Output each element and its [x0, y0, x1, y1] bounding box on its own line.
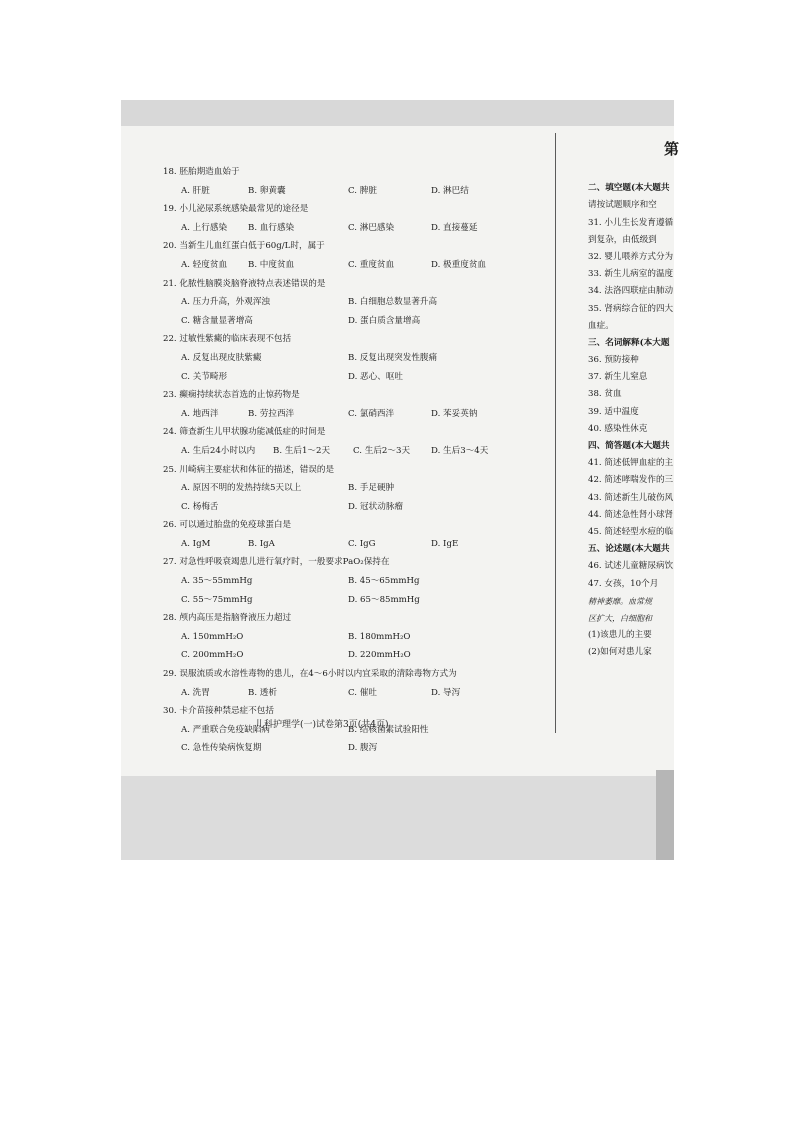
- question-stem: 30. 卡介苗接种禁忌症不包括: [163, 706, 274, 717]
- next-page-line: (2)如何对患儿家: [588, 647, 652, 658]
- answer-option: A. 洗胃: [181, 687, 210, 698]
- options-row: [163, 442, 543, 461]
- next-page-line: 40. 感染性休克: [588, 423, 648, 434]
- next-page-line: 46. 试述儿童糖尿病饮: [588, 561, 674, 572]
- page-footer: 儿科护理学(一)试卷第3页(共4页): [255, 720, 389, 730]
- answer-option: B. 血行感染: [248, 222, 295, 233]
- answer-option: C. 杨梅舌: [181, 501, 219, 512]
- answer-option: C. 淋巴感染: [348, 222, 395, 233]
- options-row: [163, 293, 543, 312]
- answer-option: C. 生后2～3天: [353, 445, 411, 456]
- question-stem: 19. 小儿泌尿系统感染最常见的途径是: [163, 204, 309, 215]
- answer-option: B. 结核菌素试验阳性: [348, 724, 429, 735]
- question-column: [163, 163, 543, 758]
- question-stem: 20. 当新生儿血红蛋白低于60g/L时，属于: [163, 241, 325, 252]
- answer-option: C. 氯硝西泮: [348, 408, 395, 419]
- options-row: [163, 368, 543, 387]
- next-page-line: 36. 预防接种: [588, 355, 639, 366]
- next-page-line: 39. 适中温度: [588, 406, 639, 417]
- answer-option: A. 压力升高，外观浑浊: [181, 297, 271, 308]
- answer-option: C. 脾脏: [348, 185, 377, 196]
- answer-option: A. 严重联合免疫缺陷病: [181, 724, 271, 735]
- question-stem: 25. 川崎病主要症状和体征的描述，错误的是: [163, 464, 335, 475]
- answer-option: B. 生后1～2天: [273, 445, 331, 456]
- next-page-line: 42. 简述哮喘发作的三: [588, 475, 674, 486]
- options-row: [163, 684, 543, 703]
- answer-option: D. 腹泻: [348, 743, 378, 754]
- answer-option: B. 劳拉西泮: [248, 408, 295, 419]
- next-page-title: 第: [664, 140, 680, 158]
- answer-option: C. 急性传染病恢复期: [181, 743, 262, 754]
- answer-option: B. 中度贫血: [248, 259, 295, 270]
- next-page-line: 41. 简述低钾血症的主: [588, 458, 674, 469]
- options-row: [163, 628, 543, 647]
- next-page-line: 五、论述题(本大题共: [588, 544, 670, 555]
- answer-option: C. IgG: [348, 538, 376, 549]
- options-row: [163, 572, 543, 591]
- next-page-line: [588, 163, 674, 180]
- answer-option: C. 200mmH₂O: [181, 650, 244, 661]
- scan-edge-shadow: [656, 770, 674, 860]
- answer-option: D. 恶心、呕吐: [348, 371, 404, 382]
- answer-option: D. 冠状动脉瘤: [348, 501, 404, 512]
- answer-option: D. 220mmH₂O: [348, 650, 411, 661]
- question-stem: 27. 对急性呼吸衰竭患儿进行氧疗时，一般要求PaO₂保持在: [163, 557, 390, 568]
- options-row: [163, 312, 543, 331]
- question-stem: 24. 筛查新生儿甲状腺功能减低症的时间是: [163, 427, 326, 438]
- answer-option: A. 150mmH₂O: [181, 631, 244, 642]
- answer-option: A. 生后24小时以内: [181, 445, 256, 456]
- options-row: [163, 405, 543, 424]
- next-page-line: 到复杂，由低级到: [588, 234, 657, 245]
- options-row: [163, 739, 543, 758]
- next-page-line: 32. 婴儿喂养方式分为: [588, 251, 674, 262]
- answer-option: C. 关节畸形: [181, 371, 228, 382]
- next-page-line: 精神萎靡。血常规: [588, 596, 652, 606]
- next-page-line: 43. 简述新生儿破伤风: [588, 492, 674, 503]
- next-page-line: 45. 简述轻型水痘的临: [588, 526, 674, 537]
- next-page-column: [588, 163, 674, 661]
- answer-option: D. 蛋白质含量增高: [348, 315, 421, 326]
- options-row: [163, 646, 543, 665]
- options-row: [163, 479, 543, 498]
- next-page-line: 38. 贫血: [588, 389, 622, 400]
- answer-option: D. 65～85mmHg: [348, 594, 420, 605]
- answer-option: D. IgE: [431, 538, 459, 549]
- next-page-line: 35. 肾病综合征的四大: [588, 303, 674, 314]
- answer-option: B. 透析: [248, 687, 277, 698]
- next-page-line: 二、填空题(本大题共: [588, 183, 670, 194]
- next-page-line: 47. 女孩，10个月: [588, 578, 659, 589]
- answer-option: C. 重度贫血: [348, 259, 395, 270]
- answer-option: A. 肝脏: [181, 185, 210, 196]
- answer-option: C. 糖含量显著增高: [181, 315, 253, 326]
- answer-option: A. IgM: [181, 538, 211, 549]
- answer-option: B. IgA: [248, 538, 275, 549]
- next-page-line: 44. 简述急性肾小球肾: [588, 509, 674, 520]
- question-stem: 26. 可以通过胎盘的免疫球蛋白是: [163, 520, 292, 531]
- next-page-line: 区扩大，白细胞和: [588, 613, 652, 623]
- next-page-line: 血症。: [588, 320, 614, 331]
- next-page-line: 33. 新生儿病室的温度: [588, 269, 674, 280]
- question-stem: 28. 颅内高压是指脑脊液压力超过: [163, 613, 292, 624]
- options-row: [163, 535, 543, 554]
- answer-option: A. 轻度贫血: [181, 259, 228, 270]
- next-page-line: 34. 法洛四联症由肺动: [588, 286, 674, 297]
- answer-option: B. 180mmH₂O: [348, 631, 411, 642]
- answer-option: C. 55～75mmHg: [181, 594, 253, 605]
- answer-option: B. 卵黄囊: [248, 185, 286, 196]
- options-row: [163, 591, 543, 610]
- answer-option: B. 白细胞总数显著升高: [348, 297, 438, 308]
- question-stem: 23. 癫痫持续状态首选的止惊药物是: [163, 390, 300, 401]
- question-stem: 22. 过敏性紫癜的临床表现不包括: [163, 334, 292, 345]
- scan-bottom-margin: [121, 776, 674, 860]
- next-page-line: 四、简答题(本大题共: [588, 441, 670, 451]
- answer-option: D. 淋巴结: [431, 185, 469, 196]
- answer-option: A. 地西泮: [181, 408, 219, 419]
- answer-option: D. 极重度贫血: [431, 259, 487, 270]
- answer-option: A. 上行感染: [181, 222, 228, 233]
- next-page-line: 三、名词解释(本大题: [588, 337, 670, 348]
- next-page-line: 37. 新生儿窒息: [588, 372, 648, 383]
- answer-option: D. 生后3～4天: [431, 445, 489, 456]
- question-stem: 18. 胚胎期造血始于: [163, 167, 240, 177]
- options-row: [163, 498, 543, 517]
- answer-option: B. 45～65mmHg: [348, 576, 420, 587]
- answer-option: A. 反复出现皮肤紫癜: [181, 352, 262, 363]
- options-row: [163, 219, 543, 238]
- answer-option: A. 原因不明的发热持续5天以上: [181, 483, 302, 494]
- answer-option: C. 催吐: [348, 687, 377, 698]
- next-page-line: 31. 小儿生长发育遵循: [588, 217, 674, 228]
- answer-option: D. 苯妥英钠: [431, 408, 478, 419]
- next-page-line: 请按试题顺序和空: [588, 200, 657, 211]
- answer-option: A. 35～55mmHg: [181, 576, 253, 587]
- answer-option: B. 手足硬肿: [348, 483, 395, 494]
- column-divider: [555, 133, 556, 733]
- question-stem: 29. 误服流质或水溶性毒物的患儿，在4～6小时以内宜采取的清除毒物方式为: [163, 669, 457, 680]
- answer-option: B. 反复出现突发性腹痛: [348, 352, 438, 363]
- options-row: [163, 349, 543, 368]
- question-stem: 21. 化脓性脑膜炎脑脊液特点表述错误的是: [163, 278, 326, 289]
- answer-option: D. 导泻: [431, 687, 461, 698]
- options-row: [163, 256, 543, 275]
- next-page-line: (1)该患儿的主要: [588, 630, 652, 641]
- answer-option: D. 直接蔓延: [431, 222, 478, 233]
- options-row: [163, 182, 543, 201]
